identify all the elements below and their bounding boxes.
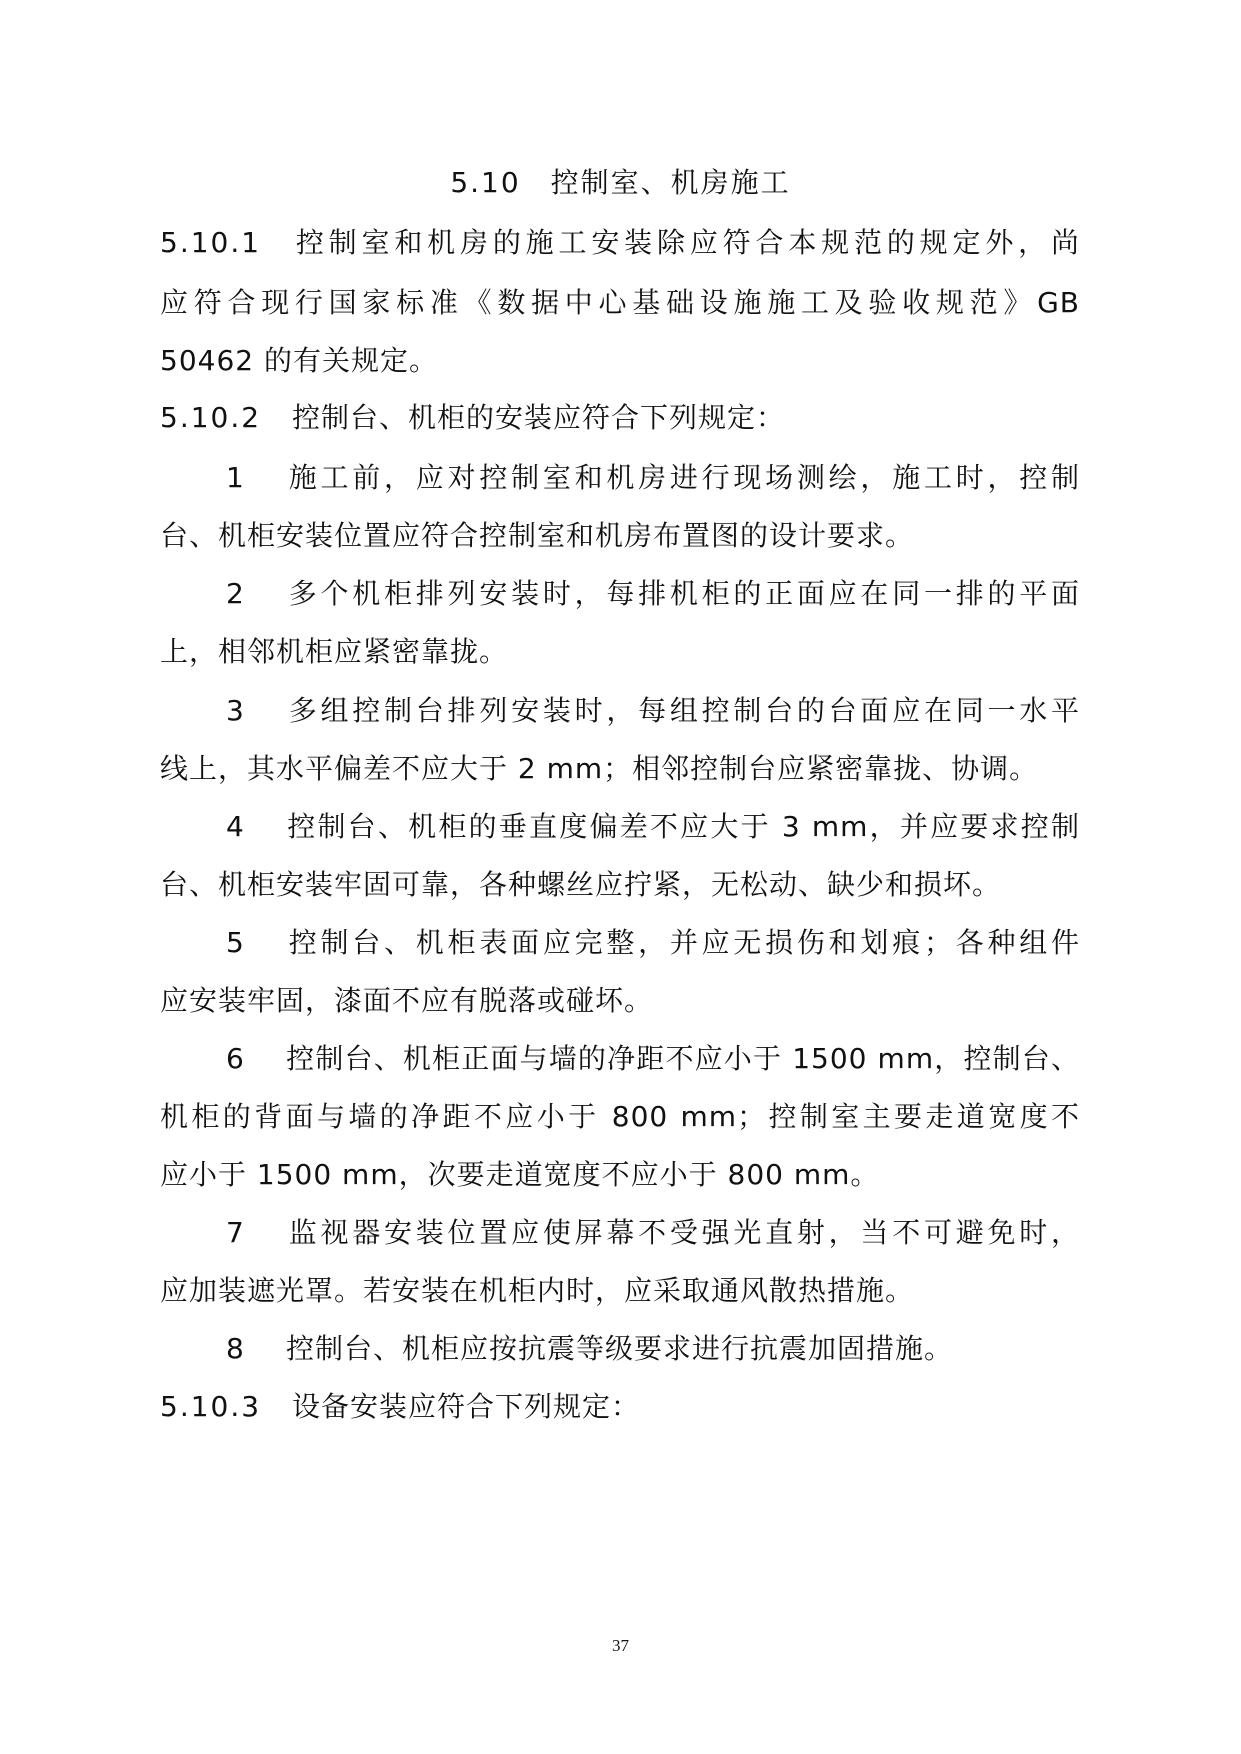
section-heading — [0, 163, 1241, 203]
clause-number: 5.10.2 — [160, 401, 262, 434]
item-number: 1 — [226, 461, 245, 494]
clause-number: 5.10.3 — [160, 1390, 262, 1423]
item-5-line-1 — [160, 923, 1080, 963]
item-number: 7 — [226, 1216, 245, 1249]
clause-text: 控制室和机房的施工安装除应符合本规范的规定外，尚 — [292, 226, 1080, 259]
item-number: 3 — [226, 694, 245, 727]
clause-5-10-1-line-2: 应符合现行国家标准《数据中心基础设施施工及验收规范》GB — [160, 286, 1080, 319]
item-text: 控制台、机柜应按抗震等级要求进行抗震加固措施。 — [286, 1332, 954, 1365]
item-7-line-1 — [160, 1213, 1080, 1253]
item-4-line-2: 台、机柜安装牢固可靠，各种螺丝应拧紧，无松动、缺少和损坏。 — [160, 868, 1002, 901]
item-5-line-2: 应安装牢固，漆面不应有脱落或碰坏。 — [160, 984, 654, 1017]
item-3-line-2: 线上，其水平偏差不应大于 2 mm；相邻控制台应紧密靠拢、协调。 — [160, 752, 1039, 785]
item-4-line-1 — [160, 807, 1080, 847]
section-number: 5.10 — [450, 166, 521, 199]
item-text: 控制台、机柜的垂直度偏差不应大于 3 mm，并应要求控制 — [286, 810, 1080, 843]
item-text: 施工前，应对控制室和机房进行现场测绘，施工时，控制 — [286, 461, 1080, 494]
item-number: 4 — [226, 810, 245, 843]
clause-5-10-1-line-1 — [160, 223, 1080, 263]
section-title: 控制室、机房施工 — [550, 166, 791, 199]
clause-number: 5.10.1 — [160, 226, 262, 259]
item-7-line-2: 应加装遮光罩。若安装在机柜内时，应采取通风散热措施。 — [160, 1274, 915, 1307]
clause-5-10-1-line-3: 50462 的有关规定。 — [160, 344, 438, 377]
item-text: 监视器安装位置应使屏幕不受强光直射，当不可避免时， — [286, 1216, 1080, 1249]
item-6-line-3: 应小于 1500 mm，次要走道宽度不应小于 800 mm。 — [160, 1158, 880, 1191]
item-2-line-2: 上，相邻机柜应紧密靠拢。 — [160, 635, 509, 668]
item-number: 8 — [226, 1332, 245, 1365]
item-1-line-1 — [160, 458, 1080, 498]
clause-5-10-2-line-1 — [160, 398, 1080, 438]
item-text: 控制台、机柜表面应完整，并应无损伤和划痕；各种组件 — [286, 926, 1080, 959]
clause-5-10-3-line-1 — [160, 1387, 1080, 1427]
item-number: 5 — [226, 926, 245, 959]
item-3-line-1 — [160, 691, 1080, 731]
item-6-line-1 — [160, 1039, 1080, 1079]
item-number: 2 — [226, 577, 245, 610]
item-1-line-2: 台、机柜安装位置应符合控制室和机房布置图的设计要求。 — [160, 519, 915, 552]
clause-text: 设备安装应符合下列规定： — [292, 1390, 641, 1423]
page-number: 37 — [612, 1636, 629, 1655]
item-text: 多个机柜排列安装时，每排机柜的正面应在同一排的平面 — [286, 577, 1080, 610]
item-text: 多组控制台排列安装时，每组控制台的台面应在同一水平 — [286, 694, 1080, 727]
item-number: 6 — [226, 1042, 245, 1075]
item-8-line-1 — [160, 1329, 1080, 1369]
item-2-line-1 — [160, 574, 1080, 614]
item-6-line-2: 机柜的背面与墙的净距不应小于 800 mm；控制室主要走道宽度不 — [160, 1100, 1080, 1133]
clause-text: 控制台、机柜的安装应符合下列规定： — [292, 401, 786, 434]
item-text: 控制台、机柜正面与墙的净距不应小于 1500 mm，控制台、 — [286, 1042, 1080, 1075]
